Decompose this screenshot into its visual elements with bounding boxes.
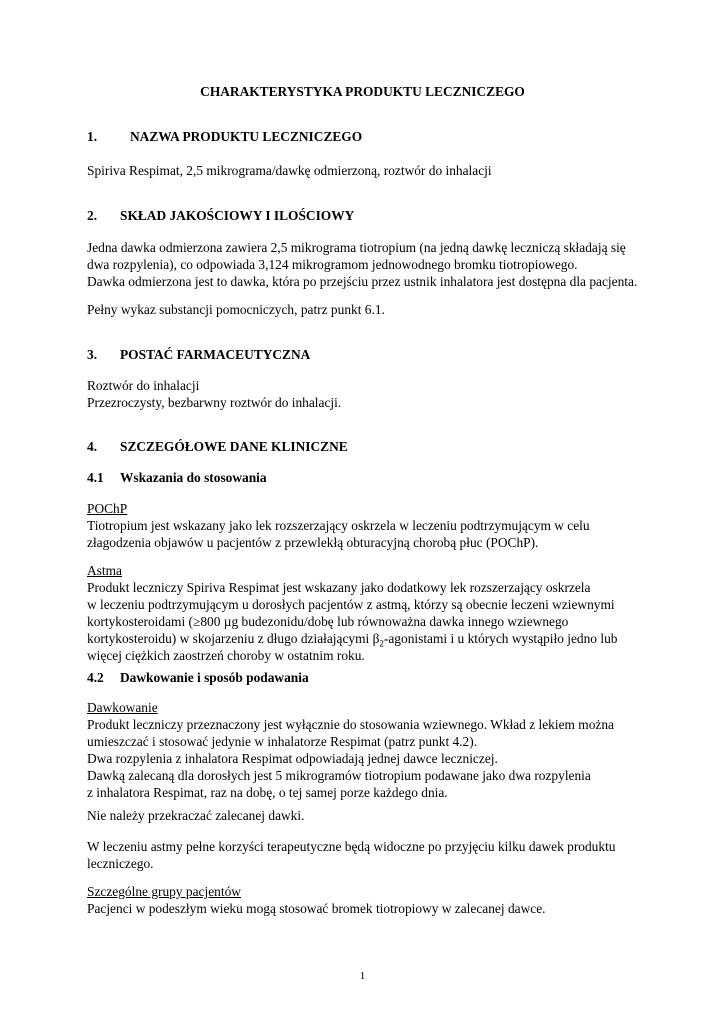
text-line: Nie należy przekraczać zalecanej dawki. (87, 808, 305, 823)
text-line: Przezroczysty, bezbarwny roztwór do inhalacji. (87, 395, 342, 410)
section-3-heading (87, 346, 647, 363)
section-number: 4. (87, 439, 98, 454)
text-line: Dawką zalecaną dla dorosłych jest 5 mikrogramów tiotropium podawane jako dwa rozpylenia (87, 768, 591, 783)
pharmaceutical-form-paragraph (87, 377, 647, 411)
copd-indication (87, 500, 647, 551)
product-name-paragraph (87, 162, 647, 179)
text-line: Produkt leczniczy przeznaczony jest wyłącznie do stosowania wziewnego. Wkład z lekiem można (87, 717, 614, 732)
text-line: z inhalatora Respimat, raz na dobę, o tej samej porze każdego dnia. (87, 785, 448, 800)
text-line: kortykosteroidami (≥800 µg budezonidu/dobę lub równoważna dawka innego wziewnego (87, 614, 569, 629)
product-name-text: Spiriva Respimat, 2,5 mikrograma/dawkę odmierzoną, roztwór do inhalacji (87, 163, 492, 178)
section-title: POSTAĆ FARMACEUTYCZNA (120, 347, 311, 362)
text-line (87, 630, 647, 647)
section-title: SKŁAD JAKOŚCIOWY I ILOŚCIOWY (120, 208, 355, 223)
text-fragment: -agonistami i u których wystąpiło jedno lub (383, 631, 618, 646)
section-title: Dawkowanie i sposób podawania (120, 670, 309, 685)
section-1-heading (87, 128, 647, 145)
section-title: NAZWA PRODUKTU LECZNICZEGO (130, 129, 363, 144)
copd-subheading: POChP (87, 501, 128, 516)
asthma-subheading: Astma (87, 563, 122, 578)
document-title: CHARAKTERYSTYKA PRODUKTU LECZNICZEGO (200, 84, 525, 99)
text-line: więcej ciężkich zaostrzeń choroby w ostatnim roku. (87, 648, 365, 663)
text-line: Roztwór do inhalacji (87, 378, 200, 393)
text-line: umieszczać i stosować jedynie w inhalatorze Respimat (patrz punkt 4.2). (87, 734, 478, 749)
section-4 (87, 438, 647, 455)
section-number: 4.1 (87, 470, 104, 485)
section-title: SZCZEGÓŁOWE DANE KLINICZNE (120, 439, 348, 454)
asthma-indication (87, 562, 647, 664)
text-line: Pełny wykaz substancji pomocniczych, patrz punkt 6.1. (87, 302, 385, 317)
text-line: Pacjenci w podeszłym wieku mogą stosować bromek tiotropiowy w zalecanej dawce. (87, 901, 546, 916)
section-2-heading (87, 207, 647, 224)
text-line: złagodzenia objawów u pacjentów z przewlekłą obturacyjną chorobą płuc (POChP). (87, 535, 539, 550)
special-groups-subheading: Szczególne grupy pacjentów (87, 884, 241, 899)
text-line: W leczeniu astmy pełne korzyści terapeutyczne będą widoczne po przyjęciu kilku dawek produktu (87, 839, 616, 854)
subscript: 2 (379, 638, 384, 649)
text-fragment: kortykosteroidu) w skojarzeniu z długo działającymi β (87, 631, 380, 646)
section-4-heading (87, 438, 647, 455)
special-groups-paragraph (87, 883, 647, 917)
composition-paragraph (87, 239, 647, 290)
section-1 (87, 128, 647, 145)
section-2 (87, 207, 647, 224)
text-line: dwa rozpylenia), co odpowiada 3,124 mikrogramom jednowodnego bromku tiotropiowego. (87, 257, 578, 272)
no-exceed-paragraph (87, 807, 647, 824)
dosing-subheading: Dawkowanie (87, 700, 158, 715)
text-line: w leczeniu podtrzymującym u dorosłych pacjentów z astmą, którzy są obecnie leczeni wziewnymi (87, 597, 615, 612)
section-4-2-heading (87, 669, 647, 686)
text-line: Jedna dawka odmierzona zawiera 2,5 mikrograma tiotropium (na jedną dawkę leczniczą składają się (87, 240, 626, 255)
section-3 (87, 346, 647, 363)
text-line: Produkt leczniczy Spiriva Respimat jest wskazany jako dodatkowy lek rozszerzający oskrzela (87, 580, 591, 595)
section-title: Wskazania do stosowania (120, 470, 267, 485)
asthma-benefit-paragraph (87, 838, 647, 872)
section-number: 4.2 (87, 670, 104, 685)
page-number: 1 (359, 970, 366, 982)
text-line: Dawka odmierzona jest to dawka, która po przejściu przez ustnik inhalatora jest dostępna dla pacjenta. (87, 274, 638, 289)
text-line: leczniczego. (87, 856, 154, 871)
dosing-paragraph (87, 699, 647, 801)
excipients-paragraph (87, 301, 647, 318)
section-4-1 (87, 469, 647, 486)
section-number: 3. (87, 347, 98, 362)
section-4-1-heading (87, 469, 647, 486)
section-number: 1. (87, 129, 98, 144)
section-number: 2. (87, 208, 98, 223)
text-line: Tiotropium jest wskazany jako lek rozszerzający oskrzela w leczeniu podtrzymującym w celu (87, 518, 590, 533)
text-line: Dwa rozpylenia z inhalatora Respimat odpowiadają jednej dawce leczniczej. (87, 751, 498, 766)
section-4-2 (87, 669, 647, 686)
